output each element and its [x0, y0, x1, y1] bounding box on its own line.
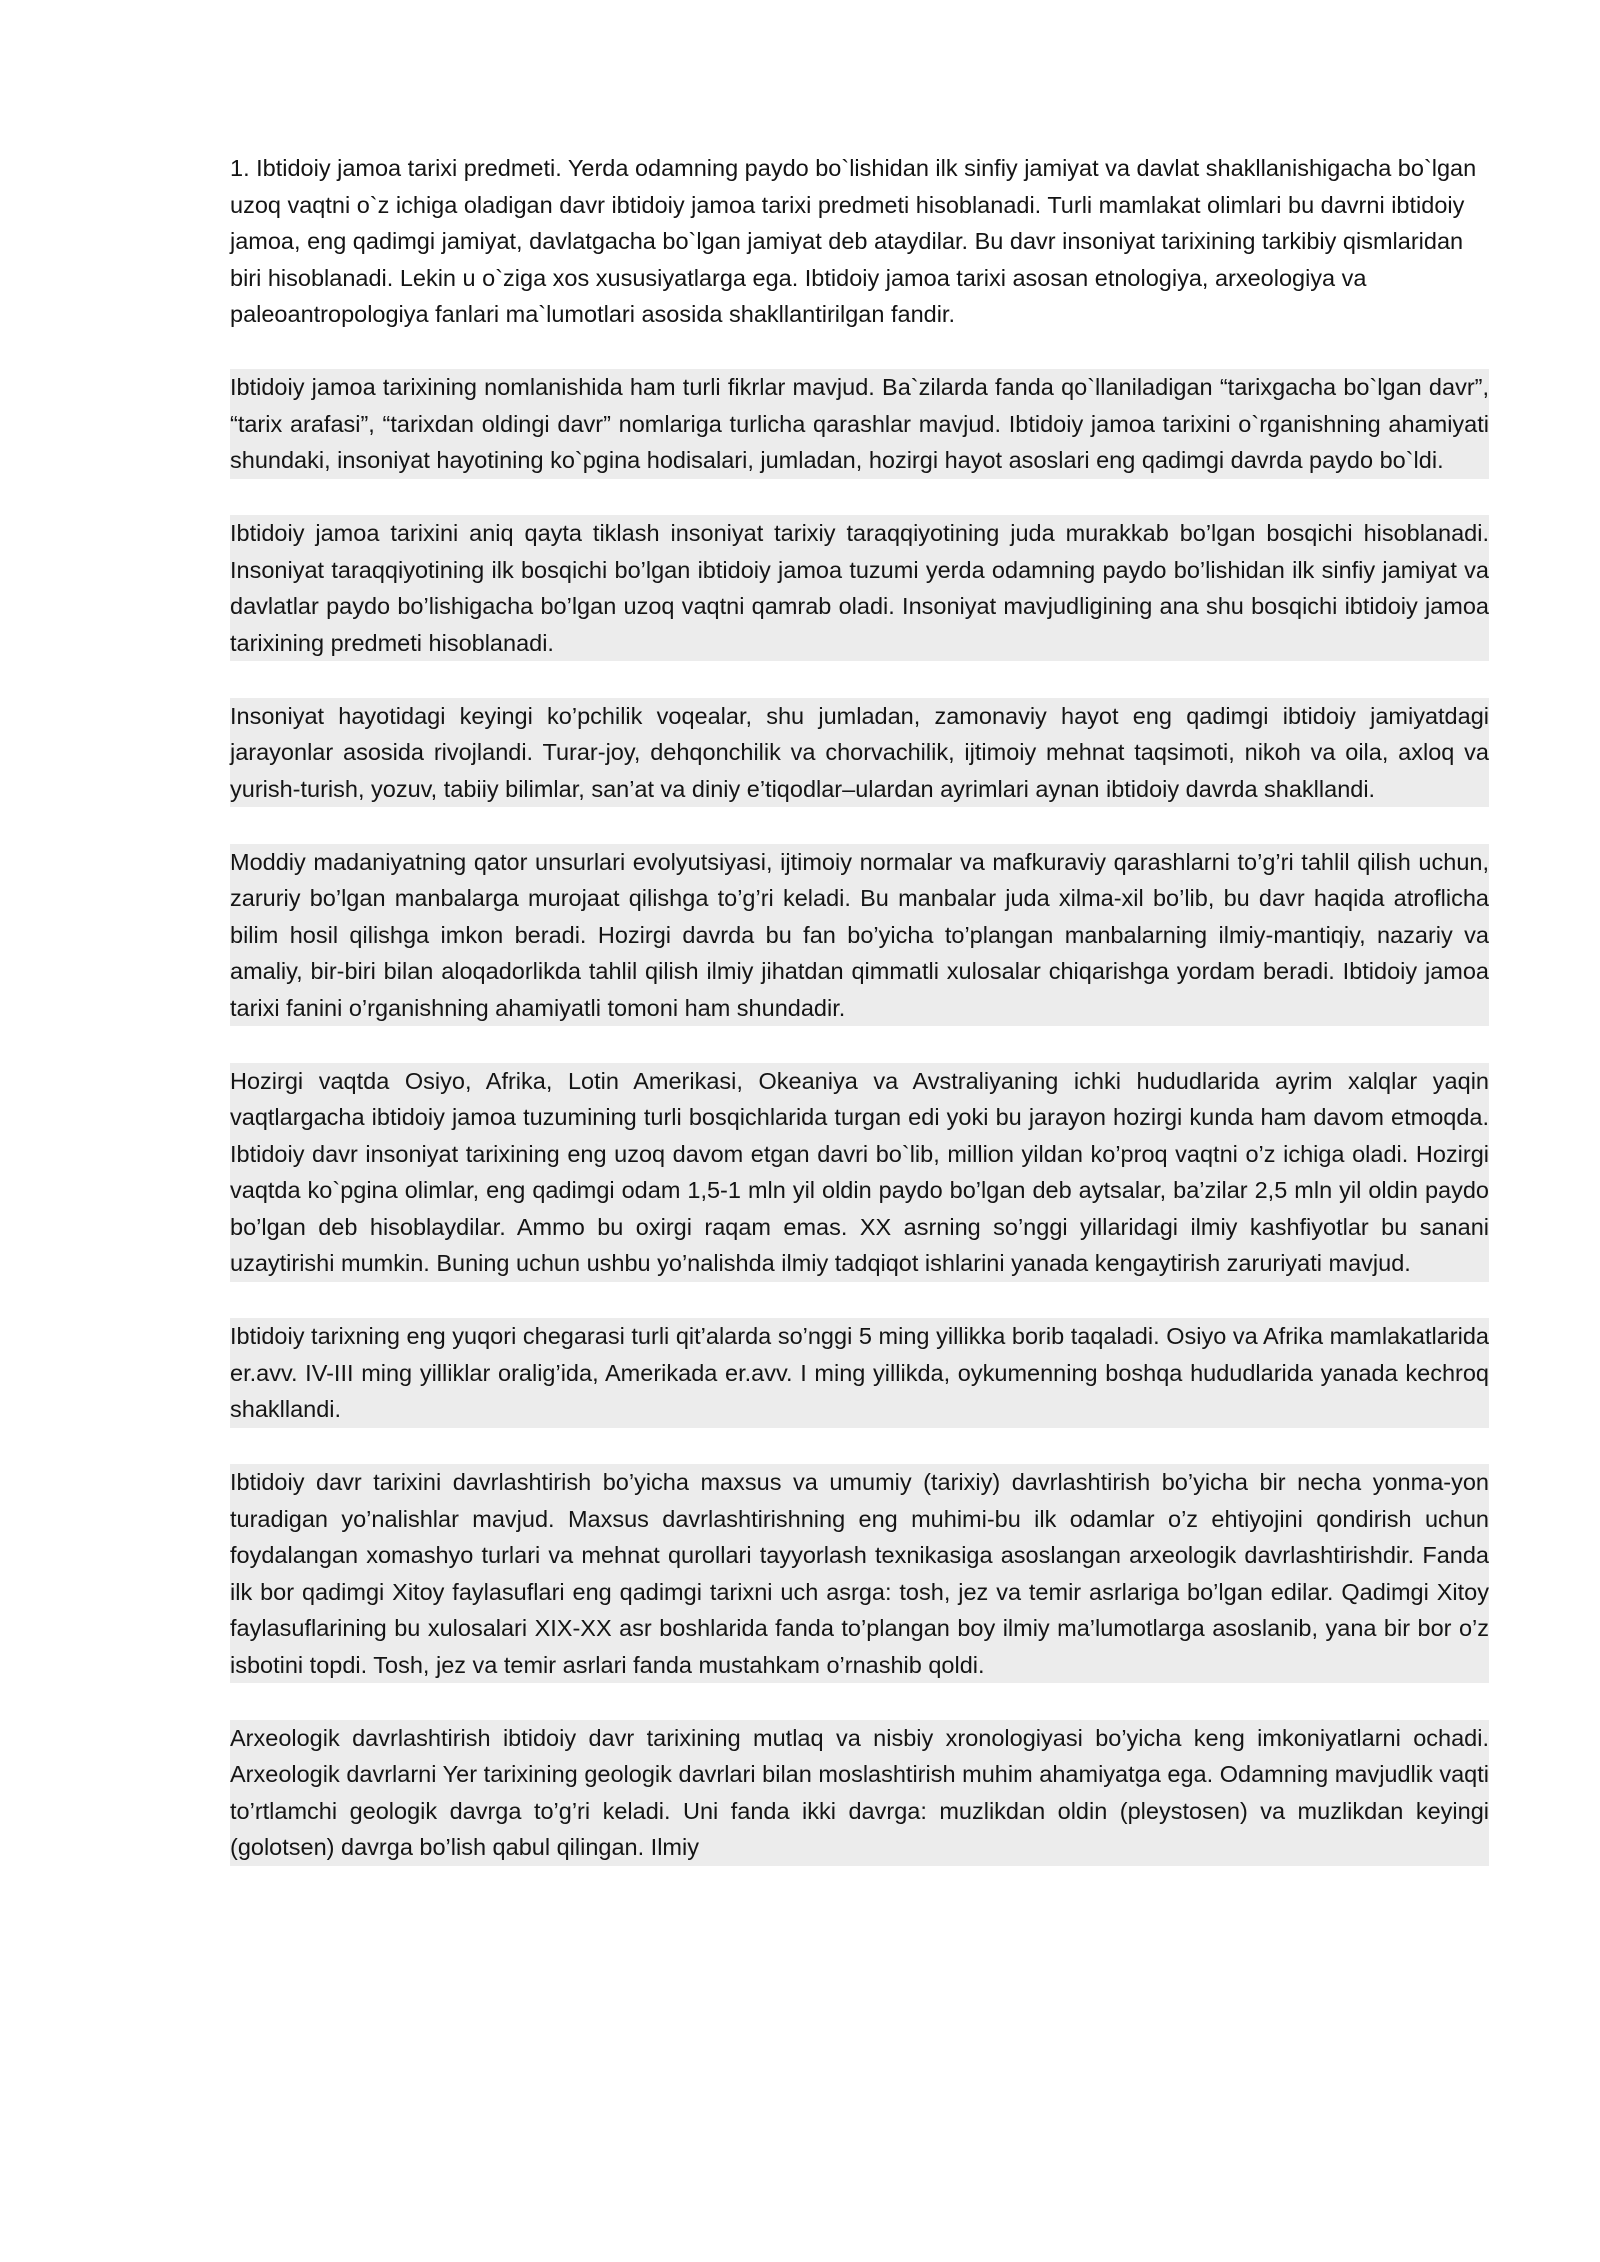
paragraph-7: Ibtidoiy tarixning eng yuqori chegarasi turli qit’alarda so’nggi 5 ming yillikka borib taqaladi. Osiyo va Afrika mamlakatlarida er.avv. IV-III ming yilliklar oralig’ida, Amerikada er.avv. I ming yillikda, oykumenning boshqa hududlarida yanada kechroq shakllandi. — [230, 1318, 1489, 1428]
paragraph-3: Ibtidoiy jamoa tarixini aniq qayta tiklash insoniyat tarixiy taraqqiyotining juda murakkab bo’lgan bosqichi hisoblanadi. Insoniyat taraqqiyotining ilk bosqichi bo’lgan ibtidoiy jamoa tuzumi yerda odamning paydo bo’lishidan ilk sinfiy jamiyat va davlatlar paydo bo’lishigacha bo’lgan uzoq vaqtni qamrab oladi. Insoniyat mavjudligining ana shu bosqichi ibtidoiy jamoa tarixining predmeti hisoblanadi. — [230, 515, 1489, 661]
document-page — [230, 150, 1489, 1902]
paragraph-1: 1. Ibtidoiy jamoa tarixi predmeti. Yerda odamning paydo bo`lishidan ilk sinfiy jamiyat va davlat shakllanishigacha bo`lgan uzoq vaqtni o`z ichiga oladigan davr ibtidoiy jamoa tarixi predmeti hisoblanadi. Turli mamlakat olimlari bu davrni ibtidoiy jamoa, eng qadimgi jamiyat, davlatgacha bo`lgan jamiyat deb ataydilar. Bu davr insoniyat tarixining tarkibiy qismlaridan biri hisoblanadi. Lekin u o`ziga xos xususiyatlarga ega. Ibtidoiy jamoa tarixi asosan etnologiya, arxeologiya va paleoantropologiya fanlari ma`lumotlari asosida shakllantirilgan fandir. — [230, 155, 1477, 327]
paragraph-5: Moddiy madaniyatning qator unsurlari evolyutsiyasi, ijtimoiy normalar va mafkuraviy qarashlarni to’g’ri tahlil qilish uchun, zaruriy bo’lgan manbalarga murojaat qilishga to’g’ri keladi. Bu manbalar juda xilma-xil bo’lib, bu davr haqida atroflicha bilim hosil qilishga imkon beradi. Hozirgi davrda bu fan bo’yicha to’plangan manbalarning ilmiy-mantiqiy, nazariy va amaliy, bir-biri bilan aloqadorlikda tahlil qilish ilmiy jihatdan qimmatli xulosalar chiqarishga yordam beradi. Ibtidoiy jamoa tarixi fanini o’rganishning ahamiyatli tomoni ham shundadir. — [230, 844, 1489, 1027]
paragraph-4: Insoniyat hayotidagi keyingi ko’pchilik voqealar, shu jumladan, zamonaviy hayot eng qadimgi ibtidoiy jamiyatdagi jarayonlar asosida rivojlandi. Turar-joy, dehqonchilik va chorvachilik, ijtimoiy mehnat taqsimoti, nikoh va oila, axloq va yurish-turish, yozuv, tabiiy bilimlar, san’at va diniy e’tiqodlar–ulardan ayrimlari aynan ibtidoiy davrda shakllandi. — [230, 698, 1489, 808]
paragraph-9: Arxeologik davrlashtirish ibtidoiy davr tarixining mutlaq va nisbiy xronologiyasi bo’yicha keng imkoniyatlarni ochadi. Arxeologik davrlarni Yer tarixining geologik davrlari bilan moslashtirish muhim ahamiyatga ega. Odamning mavjudlik vaqti to’rtlamchi geologik davrga to’g’ri keladi. Uni fanda ikki davrga: muzlikdan oldin (pleystosen) va muzlikdan keyingi (golotsen) davrga bo’lish qabul qilingan. Ilmiy — [230, 1720, 1489, 1866]
paragraph-2: Ibtidoiy jamoa tarixining nomlanishida ham turli fikrlar mavjud. Ba`zilarda fanda qo`llaniladigan “tarixgacha bo`lgan davr”, “tarix arafasi”, “tarixdan oldingi davr” nomlariga turlicha qarashlar mavjud. Ibtidoiy jamoa tarixini o`rganishning ahamiyati shundaki, insoniyat hayotining ko`pgina hodisalari, jumladan, hozirgi hayot asoslari eng qadimgi davrda paydo bo`ldi. — [230, 369, 1489, 479]
paragraph-8: Ibtidoiy davr tarixini davrlashtirish bo’yicha maxsus va umumiy (tarixiy) davrlashtirish bo’yicha bir necha yonma-yon turadigan yo’nalishlar mavjud. Maxsus davrlashtirishning eng muhimi-bu ilk odamlar o’z ehtiyojini qondirish uchun foydalangan xomashyo turlari va mehnat qurollari tayyorlash texnikasiga asoslangan arxeologik davrlashtirishdir. Fanda ilk bor qadimgi Xitoy faylasuflari eng qadimgi tarixni uch asrga: tosh, jez va temir asrlariga bo’lgan edilar. Qadimgi Xitoy faylasuflarining bu xulosalari XIX-XX asr boshlarida fanda to’plangan boy ilmiy ma’lumotlarga asoslanib, yana bir bor o’z isbotini topdi. Tosh, jez va temir asrlari fanda mustahkam o’rnashib qoldi. — [230, 1464, 1489, 1683]
paragraph-6: Hozirgi vaqtda Osiyo, Afrika, Lotin Amerikasi, Okeaniya va Avstraliyaning ichki hududlarida ayrim xalqlar yaqin vaqtlargacha ibtidoiy jamoa tuzumining turli bosqichlarida turgan edi yoki bu jarayon hozirgi kunda ham davom etmoqda. Ibtidoiy davr insoniyat tarixining eng uzoq davom etgan davri bo`lib, million yildan ko’proq vaqtni o’z ichiga oladi. Hozirgi vaqtda ko`pgina olimlar, eng qadimgi odam 1,5-1 mln yil oldin paydo bo’lgan deb aytsalar, ba’zilar 2,5 mln yil oldin paydo bo’lgan deb hisoblaydilar. Ammo bu oxirgi raqam emas. XX asrning so’nggi yillaridagi ilmiy kashfiyotlar bu sanani uzaytirishi mumkin. Buning uchun ushbu yo’nalishda ilmiy tadqiqot ishlarini yanada kengaytirish zaruriyati mavjud. — [230, 1063, 1489, 1282]
